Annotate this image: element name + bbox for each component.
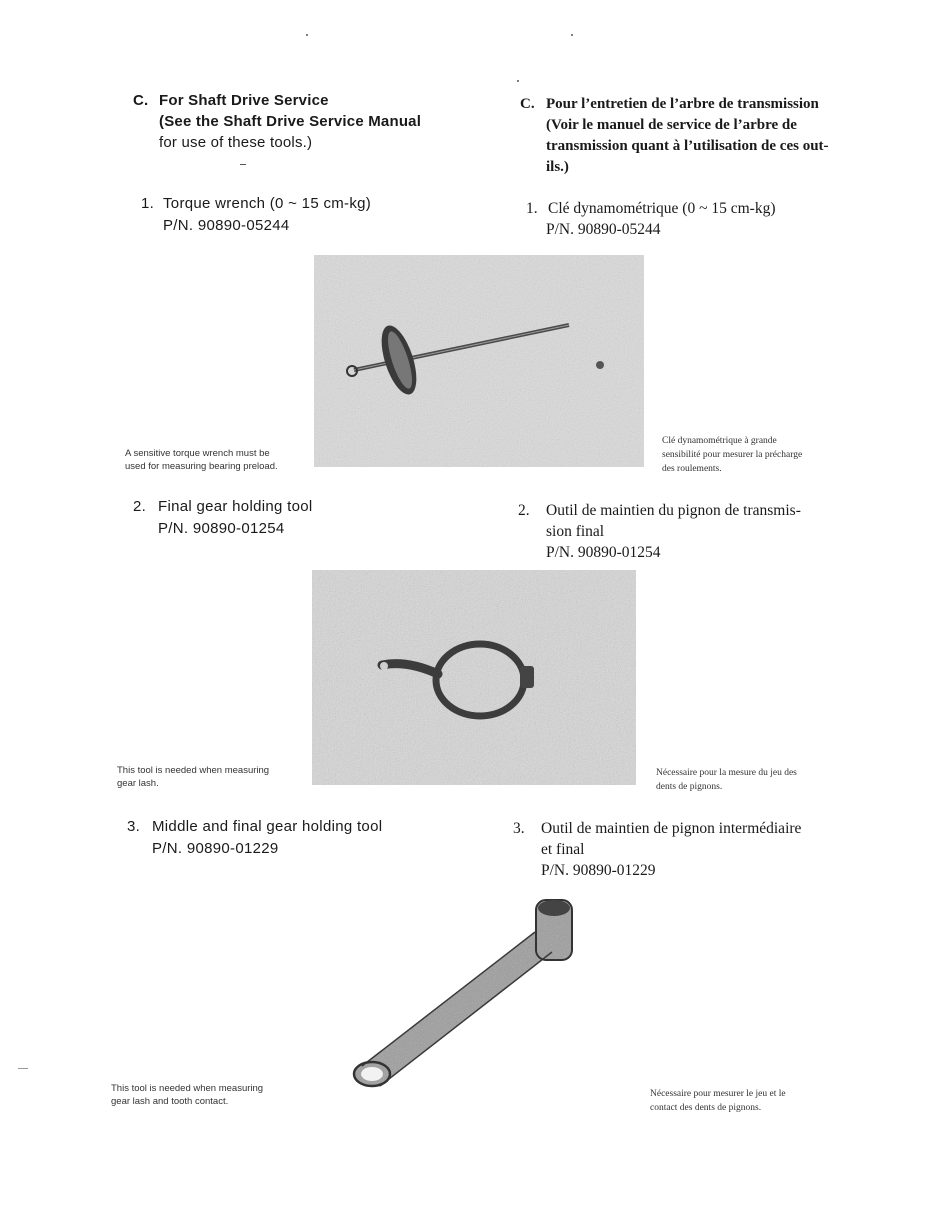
caption-2-fr: Nécessaire pour la mesure du jeu des dents de pignons. bbox=[656, 768, 797, 792]
scan-speck bbox=[18, 1068, 28, 1069]
item-number: 2. bbox=[518, 502, 530, 519]
caption-1-fr: Clé dynamométrique à grande sensibilité pour mesurer la précharge des roulements. bbox=[662, 436, 803, 474]
section-title-en: C. For Shaft Drive Service bbox=[133, 92, 329, 109]
caption-2-en: This tool is needed when measuring gear lash. bbox=[117, 765, 270, 789]
part-number: P/N. 90890-01229 bbox=[541, 862, 656, 879]
tool-item-1-en bbox=[141, 193, 461, 237]
item-number: 1. bbox=[526, 200, 538, 217]
tool-name: Middle and final gear holding tool bbox=[152, 818, 383, 835]
tool-name: Final gear holding tool bbox=[158, 498, 313, 515]
tool-item-2-fr bbox=[518, 500, 848, 563]
item-number: 1. bbox=[141, 195, 155, 212]
item-number: 3. bbox=[127, 818, 141, 835]
tool-name-line-2: et final bbox=[541, 841, 585, 858]
section-note-fr: (Voir le manuel de service de l’arbre de transmission quant à l’utilisation de ces out- ils.) bbox=[546, 117, 829, 175]
tool-name-line-1: Outil de maintien de pignon intermédiaire bbox=[541, 820, 802, 837]
tool-item-1-fr bbox=[526, 198, 856, 240]
middle-final-gear-holding-tool-photo bbox=[340, 890, 590, 1090]
part-number: P/N. 90890-01229 bbox=[152, 840, 279, 857]
final-gear-holding-tool-illustration bbox=[312, 570, 636, 785]
final-gear-holding-tool-photo bbox=[312, 570, 636, 785]
tool-item-3-fr bbox=[513, 818, 853, 881]
tool-name-line-2: sion final bbox=[546, 523, 605, 540]
caption-3-fr: Nécessaire pour mesurer le jeu et le contact des dents de pignons. bbox=[650, 1089, 786, 1113]
torque-wrench-photo bbox=[314, 255, 644, 467]
torque-wrench-illustration bbox=[314, 255, 644, 467]
part-number: P/N. 90890-05244 bbox=[163, 217, 290, 234]
scan-speck bbox=[240, 164, 246, 165]
part-number: P/N. 90890-05244 bbox=[546, 221, 661, 238]
tool-item-3-en bbox=[127, 816, 467, 860]
tool-name-line-1: Outil de maintien du pignon de transmis- bbox=[546, 502, 801, 519]
part-number: P/N. 90890-01254 bbox=[546, 544, 661, 561]
scan-speck bbox=[306, 34, 308, 36]
section-title-fr: C. Pour l’entretien de l’arbre de transmission bbox=[520, 96, 819, 112]
section-heading-en bbox=[133, 90, 473, 153]
caption-1-en: A sensitive torque wrench must be used for measuring bearing preload. bbox=[125, 448, 278, 472]
section-note-en: (See the Shaft Drive Service Manual for use of these tools.) bbox=[159, 113, 422, 151]
part-number: P/N. 90890-01254 bbox=[158, 520, 285, 537]
caption-3-en: This tool is needed when measuring gear lash and tooth contact. bbox=[111, 1083, 264, 1107]
item-number: 2. bbox=[133, 498, 147, 515]
middle-final-gear-holding-tool-illustration bbox=[340, 890, 590, 1090]
tool-item-2-en bbox=[133, 496, 453, 540]
scan-speck bbox=[517, 80, 519, 82]
item-number: 3. bbox=[513, 820, 525, 837]
tool-name: Clé dynamométrique (0 ~ 15 cm-kg) bbox=[548, 200, 776, 217]
section-heading-fr bbox=[520, 94, 850, 178]
tool-name: Torque wrench (0 ~ 15 cm-kg) bbox=[163, 195, 372, 212]
scan-speck bbox=[571, 34, 573, 36]
